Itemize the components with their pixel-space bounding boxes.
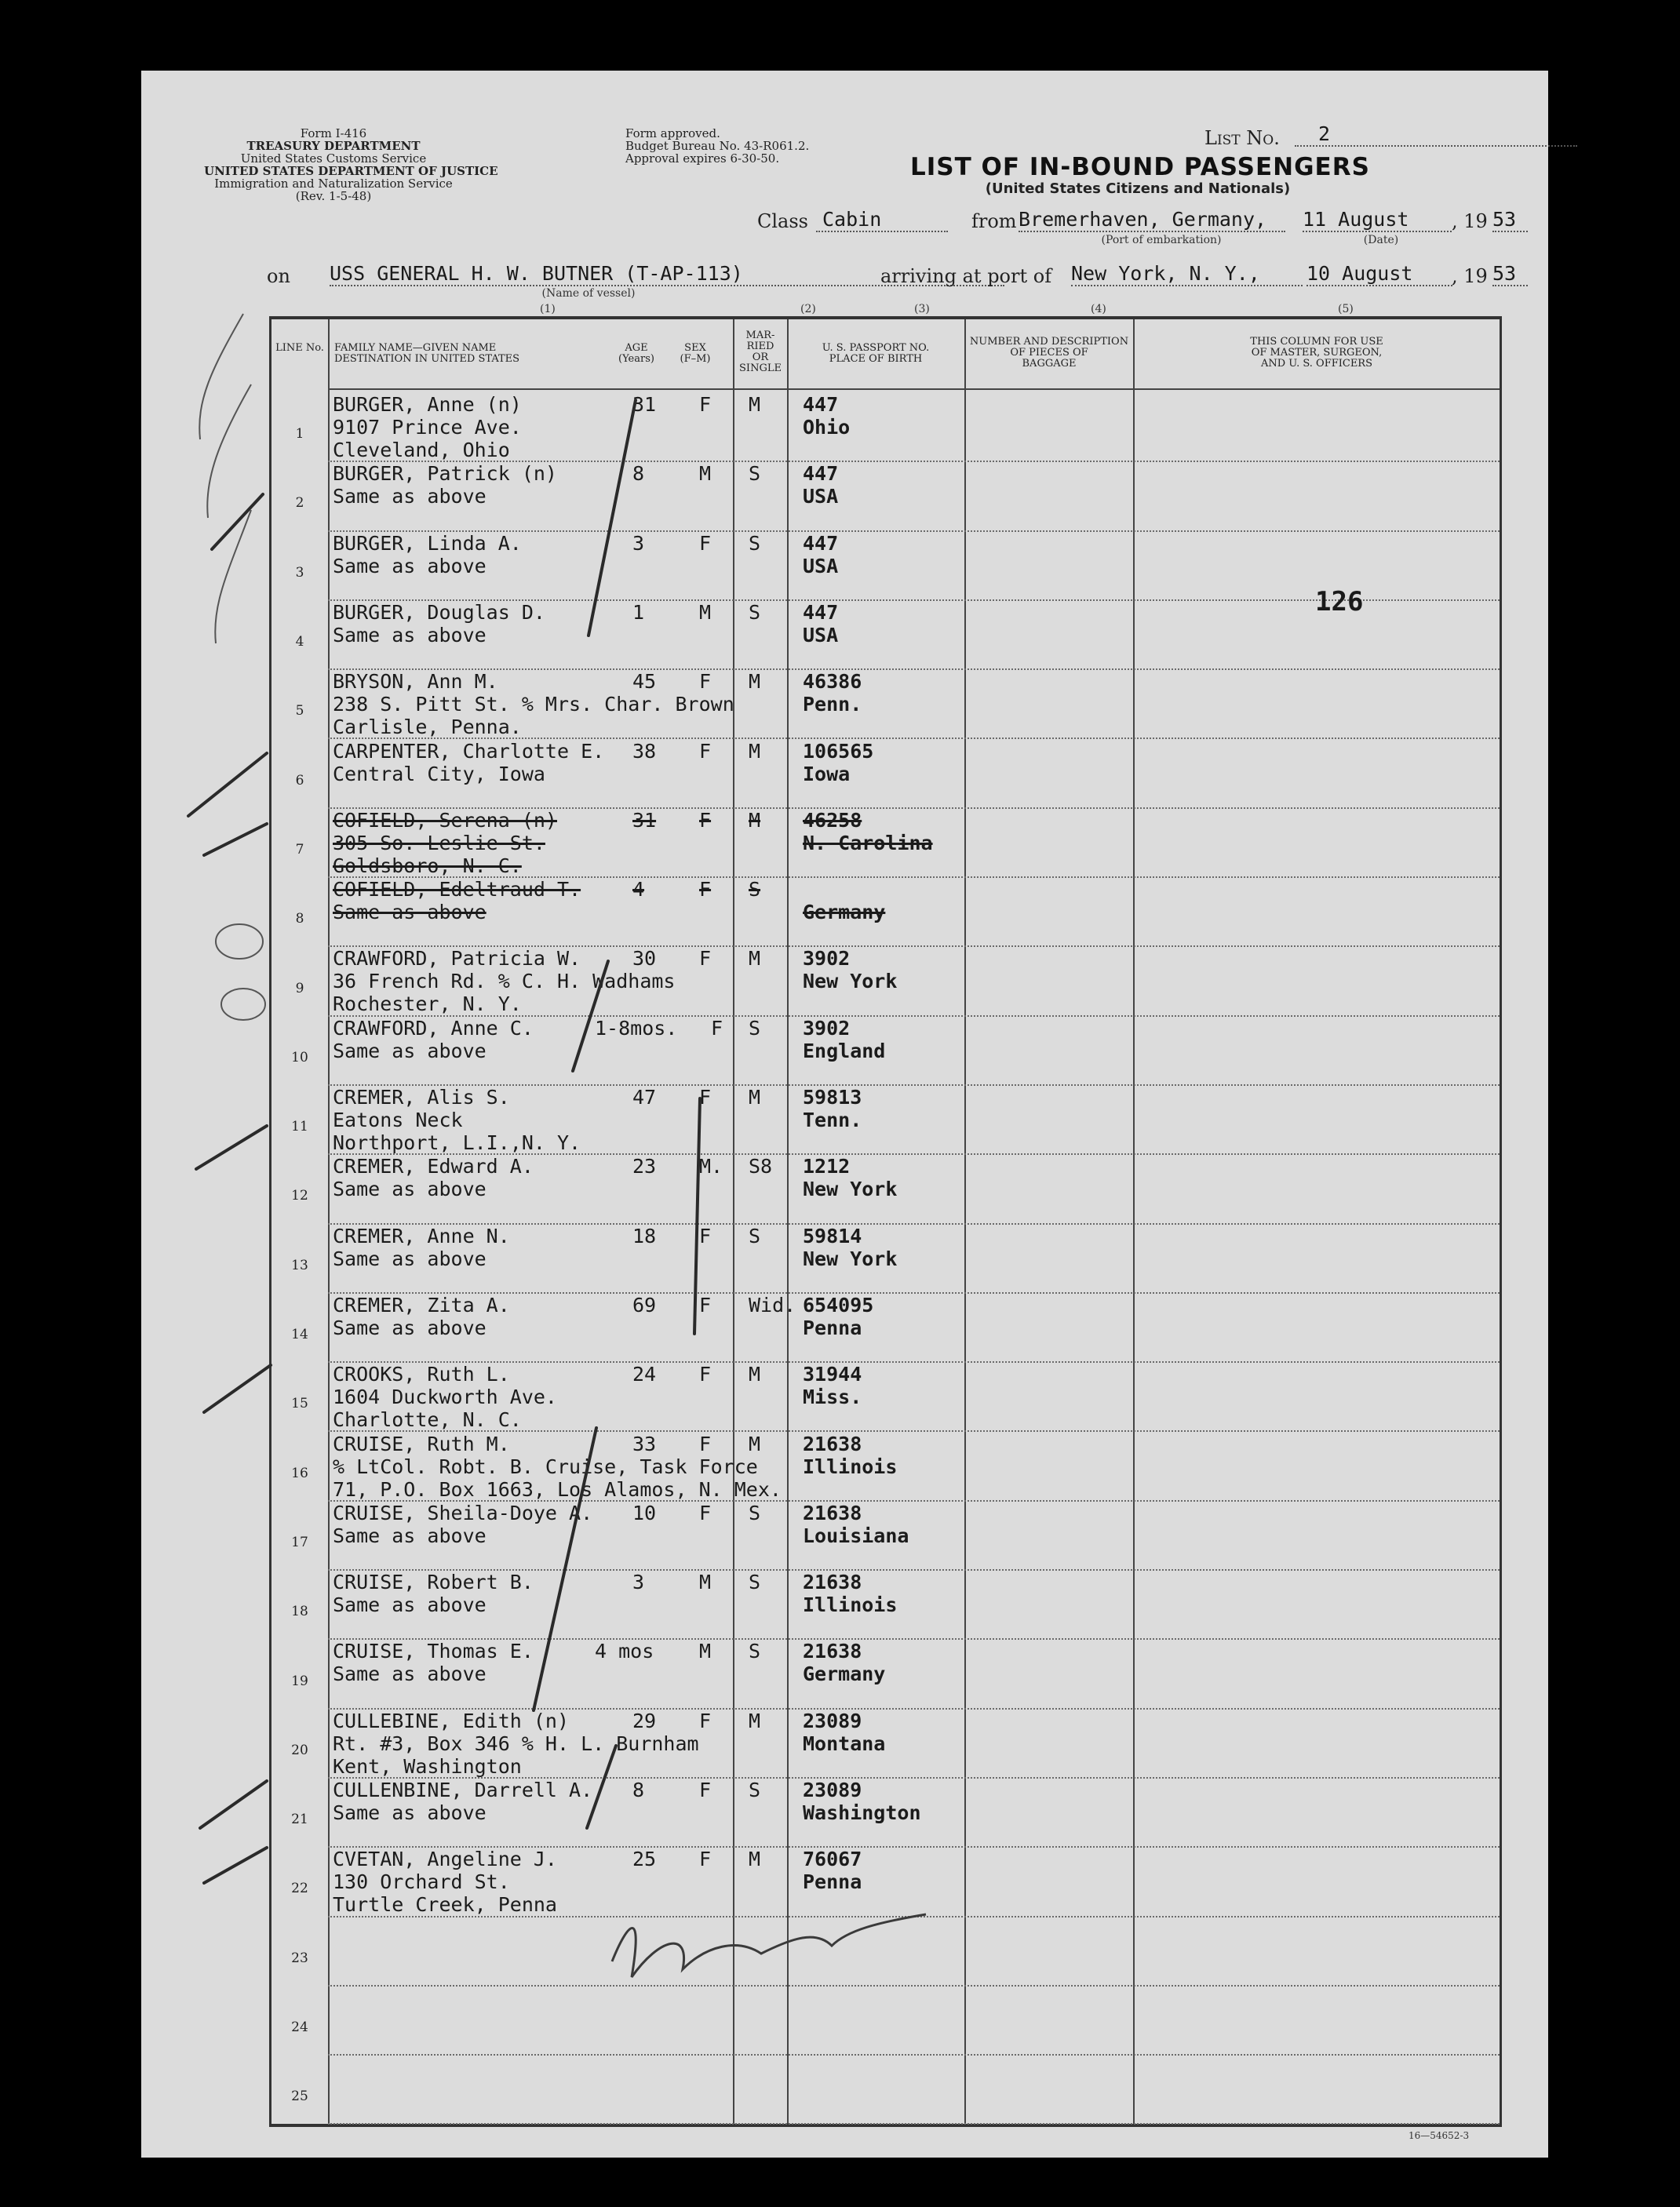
departure-year-prefix: , 19: [1452, 210, 1488, 232]
table-row: [271, 738, 1500, 807]
passenger-age: 25: [632, 1848, 657, 1871]
place-of-birth: Germany: [803, 901, 886, 924]
approval-block: [625, 127, 809, 165]
passport-number: 59813: [803, 1086, 862, 1109]
form-revision: (Rev. 1-5-48): [295, 189, 372, 203]
passenger-name: BURGER, Douglas D.: [333, 600, 545, 624]
passenger-address: Eatons Neck: [333, 1109, 463, 1131]
pencil-mark: [207, 384, 251, 518]
passenger-name: CARPENTER, Charlotte E.: [333, 739, 605, 763]
passenger-name: CRUISE, Sheila-Doye A.: [333, 1501, 593, 1524]
place-of-birth: N. Carolina: [803, 831, 933, 854]
pen-tick-mark: [212, 494, 263, 549]
passenger-address: 1604 Duckworth Ave.: [333, 1386, 557, 1409]
passport-number: 21638: [803, 1432, 862, 1455]
line-number: 17: [291, 1534, 308, 1550]
passenger-name: CULLEBINE, Edith (n): [333, 1709, 570, 1732]
passenger-name: BURGER, Linda A.: [333, 531, 522, 555]
passenger-address: Same as above: [333, 1593, 487, 1617]
arrival-date: 10 August: [1306, 262, 1452, 286]
passenger-name: CULLENBINE, Darrell A.: [333, 1779, 593, 1801]
table-row: [271, 2054, 1500, 2123]
passenger-address: Rochester, N. Y.: [333, 992, 522, 1016]
column-number: (5): [1338, 303, 1354, 315]
passenger-age: 3: [632, 1571, 645, 1594]
marital-status: M: [749, 1086, 761, 1109]
passenger-age: 33: [632, 1432, 657, 1455]
marital-status: S8: [749, 1155, 773, 1178]
passenger-name: CVETAN, Angeline J.: [333, 1848, 557, 1871]
passenger-address: Central City, Iowa: [333, 762, 545, 785]
passenger-sex: M: [699, 1571, 712, 1594]
table-row: [271, 1569, 1500, 1638]
pen-tick-mark: [188, 753, 267, 816]
passport-number: 447: [803, 462, 839, 486]
passenger-address: Charlotte, N. C.: [333, 1408, 522, 1432]
table-row: [271, 1638, 1500, 1707]
passenger-table: [269, 316, 1502, 2127]
passenger-sex: F: [699, 808, 712, 832]
passport-number: 31944: [803, 1363, 862, 1386]
place-of-birth: Tenn.: [803, 1109, 862, 1131]
marital-status: M: [749, 947, 761, 971]
arrival-year: 53: [1492, 262, 1528, 286]
table-row: [271, 1916, 1500, 1985]
departure-date: 11 August: [1303, 208, 1452, 232]
line-number: 22: [291, 1881, 308, 1897]
table-row: [271, 1985, 1500, 2054]
passenger-age: 30: [632, 947, 657, 971]
passenger-age: 31: [632, 393, 657, 416]
list-number-label: List No.: [1204, 127, 1280, 149]
line-number: 11: [291, 1119, 308, 1135]
place-of-birth: Louisiana: [803, 1524, 909, 1547]
footer-code: 16—54652-3: [1409, 2130, 1470, 2141]
place-of-birth: Penna: [803, 1316, 862, 1339]
passenger-name: CREMER, Edward A.: [333, 1155, 534, 1178]
passenger-name: COFIELD, Edeltraud T.: [333, 878, 581, 901]
place-of-birth: USA: [803, 623, 839, 646]
line-number: 9: [295, 980, 304, 996]
place-of-birth: Germany: [803, 1663, 886, 1686]
form-number: Form I-416: [300, 126, 367, 140]
passport-number: 59814: [803, 1224, 862, 1247]
passport-number: 654095: [803, 1293, 874, 1317]
table-row: [271, 1500, 1500, 1569]
vessel-caption: (Name of vessel): [541, 287, 636, 300]
pencil-mark: [215, 510, 251, 643]
pen-tick-mark: [200, 1781, 267, 1828]
passenger-age: 8: [632, 1779, 645, 1801]
passenger-sex: F: [699, 878, 712, 901]
marital-status: Wid.: [749, 1293, 796, 1317]
passport-number: 447: [803, 531, 839, 555]
from-label: from: [971, 210, 1017, 232]
passenger-name: CRAWFORD, Patricia W.: [333, 947, 581, 971]
line-number: 23: [291, 1950, 308, 1966]
table-row: [271, 668, 1500, 737]
passenger-address: 305 So. Leslie St.: [333, 831, 545, 854]
arriving-label: arriving at port of: [880, 265, 1052, 287]
line-number: 7: [295, 841, 304, 858]
marital-status: S: [749, 600, 761, 624]
passenger-name: CRAWFORD, Anne C.: [333, 1016, 534, 1040]
place-of-birth: New York: [803, 970, 898, 993]
passenger-address: Same as above: [333, 623, 487, 646]
line-number: 19: [291, 1673, 308, 1689]
header-baggage: NUMBER AND DESCRIPTION OF PIECES OF BAGGAGE: [969, 336, 1129, 370]
passenger-sex: F: [699, 670, 712, 694]
line-number: 14: [291, 1327, 308, 1343]
table-row: [271, 1153, 1500, 1222]
passenger-sex: F: [699, 1293, 712, 1317]
line-number: 20: [291, 1742, 308, 1758]
table-row: [271, 461, 1500, 530]
passenger-sex: F: [699, 1501, 712, 1524]
passenger-age: 4 mos: [595, 1640, 654, 1663]
place-of-birth: Ohio: [803, 416, 851, 439]
marital-status: S: [749, 531, 761, 555]
pen-tick-mark: [196, 1126, 267, 1169]
justice-dept: UNITED STATES DEPARTMENT OF JUSTICE: [204, 164, 498, 178]
passenger-sex: F: [699, 393, 712, 416]
column-number: (3): [914, 303, 930, 315]
passenger-address: Rt. #3, Box 346 % H. L. Burnham: [333, 1732, 699, 1755]
approval-line-1: Form approved.: [625, 126, 720, 140]
header-name: FAMILY NAME—GIVEN NAME DESTINATION IN UNITED STATES: [334, 342, 520, 365]
passenger-age: 45: [632, 670, 657, 694]
passenger-sex: M: [699, 600, 712, 624]
passenger-age: 29: [632, 1709, 657, 1732]
header-officers: THIS COLUMN FOR USE OF MASTER, SURGEON, AND U. S. OFFICERS: [1250, 336, 1383, 370]
passenger-address: Kent, Washington: [333, 1754, 522, 1778]
arrival-port: New York, N. Y.,: [1071, 262, 1303, 286]
approval-line-2: Budget Bureau No. 43-R061.2.: [625, 139, 810, 153]
passenger-sex: F: [699, 1432, 712, 1455]
column-number: (2): [800, 303, 816, 315]
departure-year: 53: [1492, 208, 1528, 232]
passenger-age: 8: [632, 462, 645, 486]
officer-count-note: 126: [1315, 586, 1364, 617]
pencil-circle: [221, 989, 265, 1020]
marital-status: M: [749, 808, 761, 832]
passenger-name: COFIELD, Serena (n): [333, 808, 557, 832]
header-line-no: LINE No.: [275, 342, 324, 354]
passenger-address: Same as above: [333, 1663, 487, 1686]
passenger-address: Same as above: [333, 1316, 487, 1339]
header-married: MAR- RIED OR SINGLE: [739, 330, 782, 374]
place-of-birth: Montana: [803, 1732, 886, 1755]
passenger-sex: F: [699, 947, 712, 971]
passenger-address: 130 Orchard St.: [333, 1870, 510, 1894]
table-row: [271, 1223, 1500, 1292]
passenger-sex: F: [699, 1224, 712, 1247]
marital-status: S: [749, 1571, 761, 1594]
table-row: [271, 945, 1500, 1014]
passenger-name: CREMER, Zita A.: [333, 1293, 510, 1317]
port-embarkation-caption: (Port of embarkation): [1101, 234, 1222, 246]
passenger-sex: F: [699, 1709, 712, 1732]
page-subtitle: (United States Citizens and Nationals): [985, 180, 1291, 197]
passenger-age: 31: [632, 808, 657, 832]
department-block: [204, 126, 498, 203]
table-row: [271, 876, 1500, 945]
passenger-sex: M.: [699, 1155, 723, 1178]
passenger-sex: M: [699, 1640, 712, 1663]
passenger-name: CRUISE, Robert B.: [333, 1571, 534, 1594]
marital-status: S: [749, 1016, 761, 1040]
passenger-address: 71, P.O. Box 1663, Los Alamos, N. Mex.: [333, 1477, 782, 1501]
line-number: 15: [291, 1396, 308, 1412]
passenger-address: Same as above: [333, 485, 487, 508]
pencil-circle: [216, 924, 263, 959]
passenger-age: 18: [632, 1224, 657, 1247]
passenger-address: Same as above: [333, 1178, 487, 1201]
table-row: [271, 1084, 1500, 1153]
passport-number: 3902: [803, 1016, 851, 1040]
page-title: LIST OF IN-BOUND PASSENGERS: [910, 153, 1370, 181]
column-number: (1): [540, 303, 556, 315]
place-of-birth: Illinois: [803, 1455, 898, 1478]
passenger-name: CRUISE, Ruth M.: [333, 1432, 510, 1455]
passenger-sex: M: [699, 462, 712, 486]
passport-number: 106565: [803, 739, 874, 763]
passenger-address: Same as above: [333, 1801, 487, 1824]
passenger-age: 10: [632, 1501, 657, 1524]
marital-status: M: [749, 1848, 761, 1871]
passenger-address: Same as above: [333, 1039, 487, 1062]
passenger-name: BURGER, Patrick (n): [333, 462, 557, 486]
embarkation-port: Bremerhaven, Germany,: [1019, 208, 1285, 232]
passenger-age: 38: [632, 739, 657, 763]
manifest-page: [141, 71, 1548, 2158]
passenger-name: BURGER, Anne (n): [333, 393, 522, 416]
ins-service: Immigration and Naturalization Service: [214, 177, 453, 191]
passenger-address: Goldsboro, N. C.: [333, 854, 522, 877]
passenger-name: CROOKS, Ruth L.: [333, 1363, 510, 1386]
passenger-sex: F: [711, 1016, 723, 1040]
line-number: 16: [291, 1465, 308, 1481]
passenger-address: Same as above: [333, 1524, 487, 1547]
passenger-sex: F: [699, 1086, 712, 1109]
header-sex: SEX (F–M): [680, 342, 711, 365]
line-number: 5: [295, 703, 304, 719]
passport-number: 1212: [803, 1155, 851, 1178]
line-number: 25: [291, 2089, 308, 2105]
line-number: 2: [295, 495, 304, 512]
class-label: Class: [757, 210, 808, 232]
place-of-birth: Penna: [803, 1870, 862, 1894]
line-number: 24: [291, 2019, 308, 2036]
passenger-age: 24: [632, 1363, 657, 1386]
table-row: [271, 1292, 1500, 1361]
line-number: 10: [291, 1049, 308, 1065]
column-number: (4): [1091, 303, 1106, 315]
passenger-name: CREMER, Alis S.: [333, 1086, 510, 1109]
pen-tick-mark: [204, 1365, 271, 1412]
line-number: 1: [295, 426, 304, 442]
line-number: 4: [295, 634, 304, 650]
pencil-mark: [199, 314, 243, 439]
vessel-name: USS GENERAL H. W. BUTNER (T-AP-113): [330, 262, 1004, 286]
passenger-address: Same as above: [333, 901, 487, 924]
passenger-age: 1: [632, 600, 645, 624]
passenger-address: Same as above: [333, 554, 487, 577]
passport-number: 46258: [803, 808, 862, 832]
marital-status: M: [749, 1363, 761, 1386]
place-of-birth: Illinois: [803, 1593, 898, 1617]
list-number-value: 2: [1295, 122, 1577, 147]
table-row: [271, 1361, 1500, 1430]
passenger-address: Cleveland, Ohio: [333, 439, 510, 461]
place-of-birth: Penn.: [803, 693, 862, 716]
marital-status: S: [749, 1501, 761, 1524]
line-number: 8: [295, 911, 304, 927]
line-number: 21: [291, 1812, 308, 1828]
place-of-birth: New York: [803, 1247, 898, 1270]
row-separator: [328, 2123, 1500, 2125]
line-number: 13: [291, 1257, 308, 1273]
marital-status: S: [749, 1640, 761, 1663]
passenger-address: Turtle Creek, Penna: [333, 1893, 557, 1917]
passport-number: 21638: [803, 1571, 862, 1594]
passenger-address: Northport, L.I.,N. Y.: [333, 1131, 581, 1154]
place-of-birth: Iowa: [803, 762, 851, 785]
marital-status: M: [749, 1709, 761, 1732]
passenger-sex: F: [699, 1779, 712, 1801]
passport-number: 76067: [803, 1848, 862, 1871]
line-number: 3: [295, 564, 304, 581]
marital-status: M: [749, 393, 761, 416]
passport-number: 46386: [803, 670, 862, 694]
passenger-address: 36 French Rd. % C. H. Wadhams: [333, 970, 676, 993]
passport-number: 3902: [803, 947, 851, 971]
arrival-year-prefix: , 19: [1452, 265, 1488, 287]
passport-number: 21638: [803, 1501, 862, 1524]
table-row: [271, 1846, 1500, 1915]
passenger-sex: F: [699, 1363, 712, 1386]
customs-service: United States Customs Service: [240, 151, 427, 166]
table-row: [271, 1431, 1500, 1500]
place-of-birth: Washington: [803, 1801, 921, 1824]
date-caption: (Date): [1363, 234, 1399, 246]
passenger-age: 23: [632, 1155, 657, 1178]
passenger-age: 4: [632, 878, 645, 901]
table-row: [271, 807, 1500, 876]
passenger-name: BRYSON, Ann M.: [333, 670, 498, 694]
table-row: [271, 1777, 1500, 1846]
passenger-address: 238 S. Pitt St. % Mrs. Char. Brown: [333, 693, 734, 716]
treasury-dept: TREASURY DEPARTMENT: [246, 139, 421, 153]
passenger-address: Same as above: [333, 1247, 487, 1270]
marital-status: S: [749, 878, 761, 901]
marital-status: S: [749, 462, 761, 486]
line-number: 12: [291, 1188, 308, 1204]
passport-number: 23089: [803, 1709, 862, 1732]
passenger-age: 69: [632, 1293, 657, 1317]
passenger-sex: F: [699, 1848, 712, 1871]
passport-number: 447: [803, 600, 839, 624]
header-age: AGE (Years): [618, 342, 654, 365]
marital-status: M: [749, 670, 761, 694]
passenger-age: 47: [632, 1086, 657, 1109]
place-of-birth: USA: [803, 485, 839, 508]
passenger-address: Carlisle, Penna.: [333, 716, 522, 739]
passenger-name: CRUISE, Thomas E.: [333, 1640, 534, 1663]
header-passport: U. S. PASSPORT NO. PLACE OF BIRTH: [822, 342, 930, 365]
passenger-sex: F: [699, 531, 712, 555]
pen-tick-mark: [204, 824, 267, 855]
passport-number: 21638: [803, 1640, 862, 1663]
approval-line-3: Approval expires 6-30-50.: [625, 151, 780, 166]
passenger-address: 9107 Prince Ave.: [333, 416, 522, 439]
passport-number: 23089: [803, 1779, 862, 1801]
marital-status: S: [749, 1779, 761, 1801]
marital-status: S: [749, 1224, 761, 1247]
place-of-birth: USA: [803, 554, 839, 577]
marital-status: M: [749, 1432, 761, 1455]
line-number: 18: [291, 1604, 308, 1620]
line-number: 6: [295, 772, 304, 788]
on-label: on: [267, 265, 290, 287]
passenger-age: 1-8mos.: [595, 1016, 678, 1040]
passenger-name: CREMER, Anne N.: [333, 1224, 510, 1247]
place-of-birth: Miss.: [803, 1386, 862, 1409]
place-of-birth: New York: [803, 1178, 898, 1201]
pen-tick-mark: [204, 1848, 267, 1883]
table-row: [271, 1708, 1500, 1777]
marital-status: M: [749, 739, 761, 763]
table-row: [271, 392, 1500, 461]
passenger-age: 3: [632, 531, 645, 555]
class-value: Cabin: [816, 208, 948, 232]
passenger-sex: F: [699, 739, 712, 763]
table-row: [271, 1015, 1500, 1084]
passenger-address: % LtCol. Robt. B. Cruise, Task Force: [333, 1455, 758, 1478]
place-of-birth: England: [803, 1039, 886, 1062]
passport-number: 447: [803, 393, 839, 416]
